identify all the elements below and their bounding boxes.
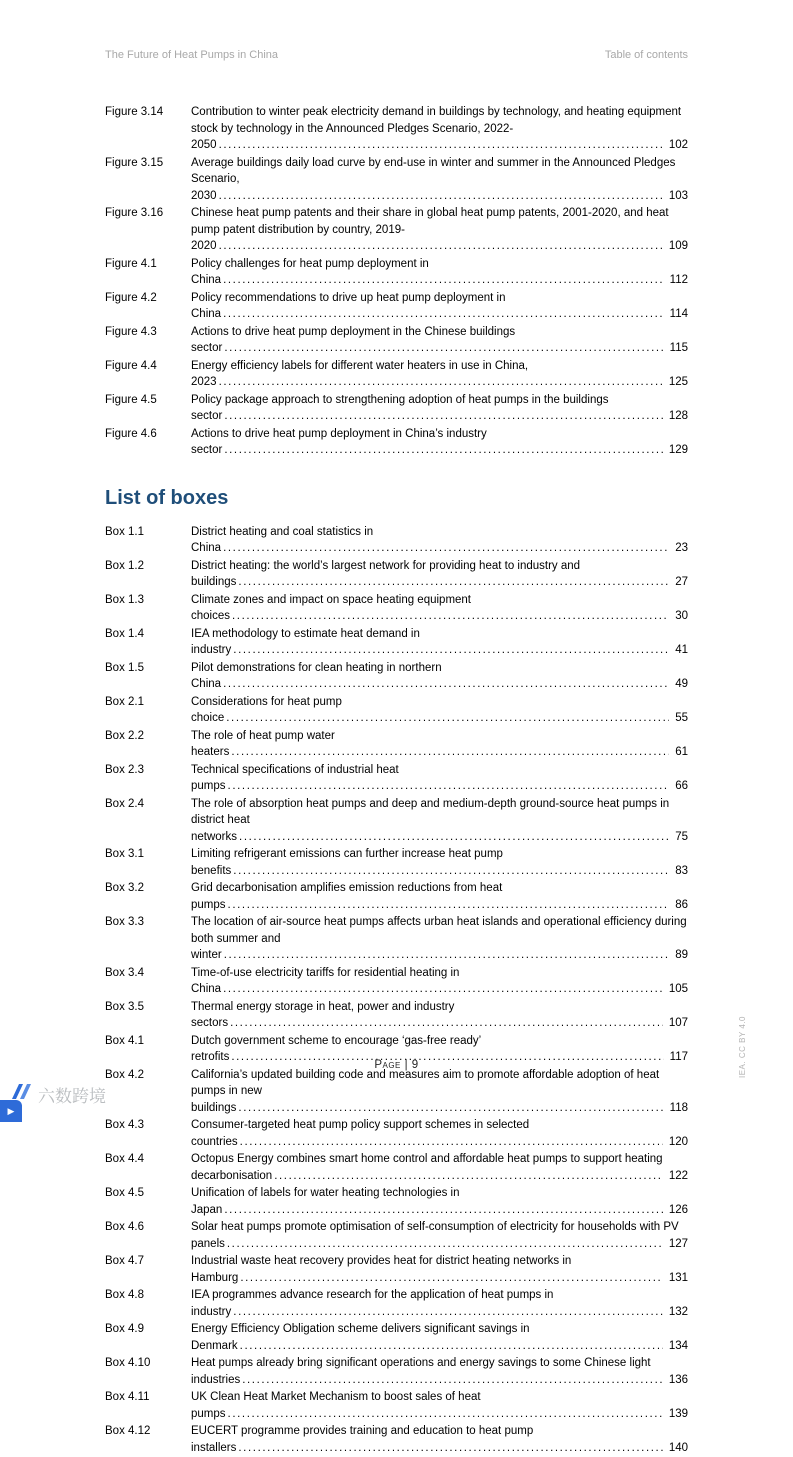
- entry-page-number: 117: [664, 1049, 688, 1066]
- entry-body: [191, 358, 688, 391]
- entry-body: [191, 592, 688, 625]
- entry-title-link[interactable]: Climate zones and impact on space heating equipment choices .....: [191, 594, 688, 623]
- toc-entry: [105, 1067, 688, 1117]
- entry-title-link[interactable]: Unification of labels for water heating technologies in Japan .....: [191, 1187, 688, 1216]
- toc-entry: [105, 256, 688, 289]
- entry-page-number: 27: [669, 574, 688, 591]
- toc-entry: [105, 524, 688, 557]
- entry-page-number: 140: [663, 1440, 688, 1457]
- entry-label: Box 4.2: [105, 1068, 144, 1081]
- entry-page-number: 23: [669, 540, 688, 557]
- entry-page-number: 126: [663, 1202, 688, 1219]
- entry-page-number: 55: [669, 710, 688, 727]
- entry-page-number: 131: [663, 1270, 688, 1287]
- entry-page-number: 89: [669, 947, 688, 964]
- toc-entry: [105, 155, 688, 205]
- entry-body: [191, 796, 688, 846]
- entry-body: [191, 1219, 688, 1252]
- toc-entry: [105, 846, 688, 879]
- toc-entry: [105, 1321, 688, 1354]
- entry-label: Box 4.12: [105, 1425, 151, 1437]
- entry-page-number: 105: [663, 981, 688, 998]
- entry-label: Box 4.6: [105, 1221, 144, 1233]
- entry-body: [191, 1321, 688, 1354]
- entry-page-number: 128: [663, 408, 688, 425]
- entry-title-link[interactable]: District heating and coal statistics in China .....: [191, 526, 688, 555]
- entry-page-number: 136: [663, 1372, 688, 1389]
- entry-title-link[interactable]: Grid decarbonisation amplifies emission reductions from heat pumps .....: [191, 882, 688, 911]
- entry-title-link[interactable]: Thermal energy storage in heat, power and industry sectors .....: [191, 1001, 688, 1030]
- entry-page-number: 109: [663, 238, 688, 255]
- entry-label: Box 4.10: [105, 1357, 151, 1369]
- entry-body: [191, 914, 688, 964]
- entry-title-link[interactable]: Pilot demonstrations for clean heating in northern China .....: [191, 662, 688, 691]
- entry-body: [191, 524, 688, 557]
- entry-title-link[interactable]: Actions to drive heat pump deployment in the Chinese buildings sector .....: [191, 326, 688, 355]
- toc-entry: [105, 796, 688, 846]
- entry-label: Box 2.2: [105, 729, 144, 742]
- entry-label: Box 3.2: [105, 882, 144, 894]
- entry-page-number: 103: [663, 188, 688, 205]
- toc-entry: [105, 1219, 688, 1252]
- entry-title-link[interactable]: California’s updated building code and measures aim to promote affordable adoption of heat pumps in new buildings .....: [191, 1069, 688, 1114]
- entry-title-link[interactable]: Consumer-targeted heat pump policy support schemes in selected countries .....: [191, 1119, 688, 1148]
- entry-title-link[interactable]: Policy challenges for heat pump deployment in China .....: [191, 258, 688, 287]
- entry-label: Box 2.4: [105, 797, 144, 810]
- entry-page-number: 122: [663, 1168, 688, 1185]
- entry-title-link[interactable]: The role of heat pump water heaters .....: [191, 730, 688, 759]
- entry-title-link[interactable]: The role of absorption heat pumps and deep and medium-depth ground-source heat pumps in district heat networks .....: [191, 798, 688, 843]
- entry-page-number: 49: [669, 676, 688, 693]
- toc-entry: [105, 392, 688, 425]
- toc-entry: [105, 762, 688, 795]
- toc-entry: [105, 324, 688, 357]
- toc-entry: [105, 1423, 688, 1456]
- toc-entry: [105, 914, 688, 964]
- entry-page-number: 66: [669, 778, 688, 795]
- toc-entry: [105, 965, 688, 998]
- entry-body: [191, 1355, 688, 1388]
- toc-content: [105, 104, 688, 1457]
- corner-logo-badge: ▶: [0, 1100, 22, 1122]
- entry-title-link[interactable]: Solar heat pumps promote optimisation of self-consumption of electricity for households with PV panels .....: [191, 1221, 688, 1250]
- entry-title-link[interactable]: IEA programmes advance research for the application of heat pumps in industry .....: [191, 1289, 688, 1318]
- entry-label: Figure 4.1: [105, 257, 157, 270]
- header-section-title: Table of contents: [604, 49, 688, 61]
- entry-label: Box 4.11: [105, 1391, 150, 1403]
- entry-body: [191, 694, 688, 727]
- entry-body: [191, 999, 688, 1032]
- entry-label: Box 1.1: [105, 525, 144, 538]
- entry-page-number: 132: [663, 1304, 688, 1321]
- toc-entry: [105, 104, 688, 154]
- entry-page-number: 61: [669, 744, 688, 761]
- entry-label: Box 4.4: [105, 1153, 144, 1165]
- header-doc-title: The Future of Heat Pumps in China: [105, 49, 279, 61]
- entry-page-number: 30: [669, 608, 688, 625]
- entry-page-number: 118: [664, 1100, 688, 1117]
- entry-title-link[interactable]: UK Clean Heat Market Mechanism to boost sales of heat pumps .....: [191, 1391, 688, 1420]
- entry-body: [191, 1151, 688, 1184]
- entry-label: Box 2.3: [105, 763, 144, 776]
- entry-page-number: 112: [664, 272, 688, 289]
- entry-body: [191, 205, 688, 255]
- entry-title-link[interactable]: Chinese heat pump patents and their share in global heat pump patents, 2001-2020, and heat pump patent distribution by country, 2019-2020 .....: [191, 207, 688, 252]
- toc-entry: [105, 558, 688, 591]
- entry-title-link[interactable]: Energy efficiency labels for different water heaters in use in China, 2023 .....: [191, 360, 688, 389]
- entry-title-link[interactable]: Industrial waste heat recovery provides heat for district heating networks in Hamburg .....: [191, 1255, 688, 1284]
- entry-body: [191, 1253, 688, 1286]
- entry-page-number: 129: [663, 442, 688, 459]
- toc-entry: [105, 660, 688, 693]
- toc-entry: [105, 358, 688, 391]
- toc-entry: [105, 426, 688, 459]
- toc-entry: [105, 1287, 688, 1320]
- entry-body: [191, 1389, 688, 1422]
- entry-title-link[interactable]: Contribution to winter peak electricity demand in buildings by technology, and heating equipment stock by technology in the Announced Pledges Scenario, 2022-2050 .....: [191, 106, 688, 151]
- entry-body: [191, 846, 688, 879]
- boxes-list: [105, 524, 688, 1457]
- entry-body: [191, 1423, 688, 1456]
- entry-title-link[interactable]: Average buildings daily load curve by end-use in winter and summer in the Announced Pledges Scenario, 2030 .....: [191, 157, 688, 202]
- toc-entry: [105, 1389, 688, 1422]
- entry-label: Box 4.8: [105, 1289, 144, 1301]
- entry-page-number: 127: [663, 1236, 688, 1253]
- entry-label: Figure 4.3: [105, 325, 157, 338]
- entry-label: Box 3.4: [105, 966, 144, 979]
- toc-entry: [105, 1355, 688, 1388]
- entry-page-number: 134: [663, 1338, 688, 1355]
- entry-page-number: 107: [663, 1015, 688, 1032]
- entry-body: [191, 104, 688, 154]
- entry-body: [191, 426, 688, 459]
- entry-label: Box 1.3: [105, 593, 144, 606]
- entry-title-link[interactable]: EUCERT programme provides training and education to heat pump installers .....: [191, 1425, 688, 1454]
- entry-body: [191, 1185, 688, 1218]
- entry-page-number: 86: [669, 897, 688, 914]
- entry-body: [191, 626, 688, 659]
- entry-title-link[interactable]: Heat pumps already bring significant operations and energy savings to some Chinese light industries .....: [191, 1357, 688, 1386]
- entry-label: Figure 3.15: [105, 156, 164, 169]
- entry-page-number: 139: [663, 1406, 688, 1423]
- entry-body: [191, 762, 688, 795]
- entry-label: Box 1.2: [105, 559, 144, 572]
- running-header: [105, 49, 688, 61]
- entry-title-link[interactable]: Limiting refrigerant emissions can further increase heat pump benefits .....: [191, 848, 688, 877]
- entry-label: Figure 3.16: [105, 207, 164, 219]
- entry-page-number: 114: [664, 306, 688, 323]
- entry-label: Box 4.7: [105, 1255, 144, 1267]
- entry-label: Figure 4.6: [105, 427, 157, 440]
- entry-title-link[interactable]: Dutch government scheme to encourage ‘gas-free ready’ retrofits .....: [191, 1035, 688, 1064]
- toc-entry: [105, 205, 688, 255]
- entry-body: [191, 1287, 688, 1320]
- entry-label: Box 3.5: [105, 1000, 144, 1013]
- toc-entry: [105, 999, 688, 1032]
- entry-body: [191, 324, 688, 357]
- entry-body: [191, 256, 688, 289]
- entry-title-link[interactable]: Technical specifications of industrial heat pumps .....: [191, 764, 688, 793]
- toc-entry: [105, 1151, 688, 1184]
- entry-title-link[interactable]: Energy Efficiency Obligation scheme delivers significant savings in Denmark .....: [191, 1323, 688, 1352]
- watermark: [10, 1082, 106, 1107]
- entry-title-link[interactable]: IEA methodology to estimate heat demand in industry .....: [191, 628, 688, 657]
- entry-label: Box 3.3: [105, 916, 144, 928]
- entry-label: Figure 4.4: [105, 359, 157, 372]
- toc-entry: [105, 694, 688, 727]
- toc-entry: [105, 290, 688, 323]
- entry-title-link[interactable]: Time-of-use electricity tariffs for residential heating in China .....: [191, 967, 688, 996]
- entry-title-link[interactable]: Actions to drive heat pump deployment in China’s industry sector .....: [191, 428, 688, 457]
- entry-title-link[interactable]: District heating: the world’s largest network for providing heat to industry and buildings .....: [191, 560, 688, 589]
- entry-title-link[interactable]: Considerations for heat pump choice .....: [191, 696, 688, 725]
- entry-label: Box 4.5: [105, 1187, 144, 1199]
- entry-page-number: 115: [664, 340, 688, 357]
- entry-body: [191, 558, 688, 591]
- toc-entry: [105, 592, 688, 625]
- page-footer: Page | 9: [374, 1059, 419, 1071]
- watermark-text: 六数跨境: [38, 1087, 106, 1106]
- figures-list: [105, 104, 688, 459]
- entry-body: [191, 660, 688, 693]
- entry-label: Box 1.4: [105, 627, 144, 640]
- entry-page-number: 102: [663, 137, 688, 154]
- entry-label: Box 3.1: [105, 848, 144, 860]
- entry-body: [191, 290, 688, 323]
- entry-page-number: 83: [669, 863, 688, 880]
- toc-entry: [105, 728, 688, 761]
- entry-label: Figure 3.14: [105, 106, 164, 118]
- toc-entry: [105, 1185, 688, 1218]
- entry-page-number: 75: [669, 829, 688, 846]
- entry-label: Box 4.3: [105, 1119, 144, 1131]
- toc-entry: [105, 626, 688, 659]
- entry-body: [191, 965, 688, 998]
- toc-entry: [105, 1253, 688, 1286]
- entry-body: [191, 1067, 688, 1117]
- entry-title-link[interactable]: Policy recommendations to drive up heat pump deployment in China .....: [191, 292, 688, 321]
- entry-label: Box 4.1: [105, 1034, 144, 1047]
- entry-body: [191, 392, 688, 425]
- entry-title-link[interactable]: Octopus Energy combines smart home control and affordable heat pumps to support heating decarbonisation .....: [191, 1153, 688, 1182]
- entry-page-number: 41: [669, 642, 688, 659]
- entry-body: [191, 728, 688, 761]
- entry-label: Figure 4.5: [105, 393, 157, 406]
- entry-page-number: 125: [663, 374, 688, 391]
- entry-title-link[interactable]: The location of air-source heat pumps affects urban heat islands and operational efficiency during both summer and winter .....: [191, 916, 688, 961]
- toc-entry: [105, 880, 688, 913]
- entry-body: [191, 155, 688, 205]
- entry-label: Box 2.1: [105, 695, 144, 708]
- entry-label: Box 1.5: [105, 661, 144, 674]
- entry-page-number: 120: [663, 1134, 688, 1151]
- list-of-boxes-heading: List of boxes: [105, 486, 229, 509]
- entry-title-link[interactable]: Policy package approach to strengthening adoption of heat pumps in the buildings sector .....: [191, 394, 688, 423]
- entry-label: Figure 4.2: [105, 291, 157, 304]
- license-side-note: IEA. CC BY 4.0: [738, 1016, 747, 1078]
- entry-body: [191, 880, 688, 913]
- entry-label: Box 4.9: [105, 1323, 144, 1335]
